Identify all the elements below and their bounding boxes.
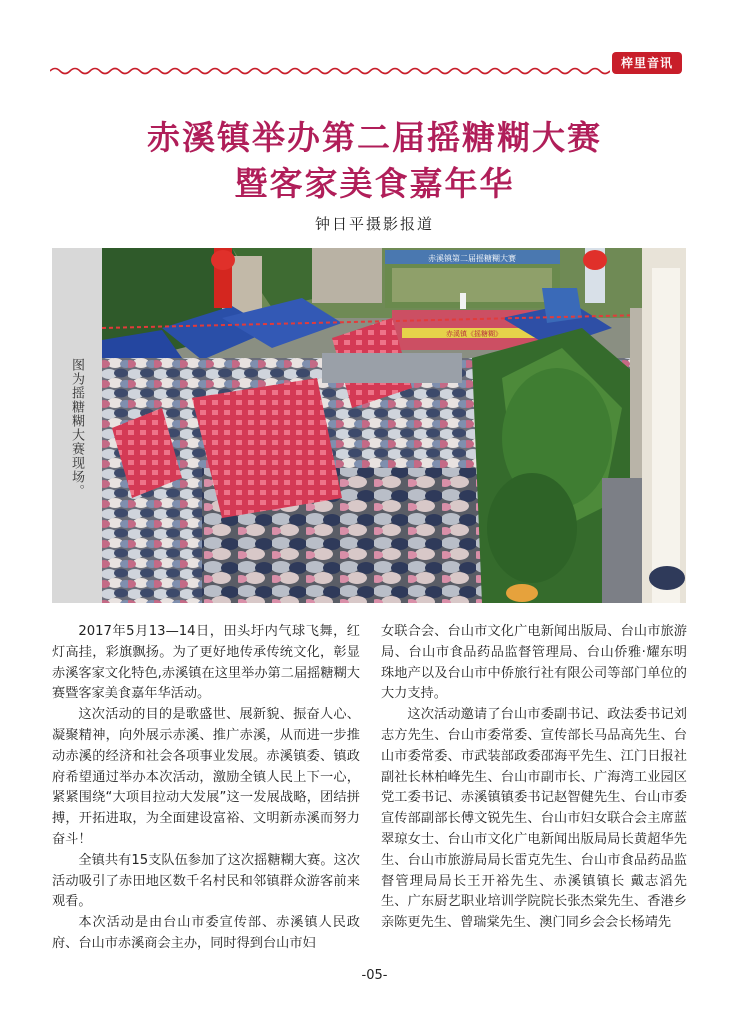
- paragraph: 这次活动的目的是歌盛世、展新貌、振奋人心、凝聚精神，向外展示赤溪、推广赤溪，从而进一步推动赤溪的经济和社会各项事业发展。赤溪镇委、镇政府希望通过举办本次活动，激励全镇人民上下一心，紧紧围绕“大项目拉动大发展”这一发展战略，团结拼搏，开拓进取，为全面建设富裕、文明新赤溪而努力奋斗！: [52, 707, 360, 847]
- section-badge: 梓里音讯: [612, 52, 682, 74]
- paragraph: 2017年5月13—14日，田头圩内气球飞舞，红灯高挂，彩旗飘扬。为了更好地传承传统文化，彰显赤溪客家文化特色,赤溪镇在这里举办第二届摇糖糊大赛暨客家美食嘉年华活动。: [52, 624, 360, 702]
- article-byline: 钟日平摄影报道: [314, 215, 434, 233]
- paragraph: 全镇共有15支队伍参加了这次摇糖糊大赛。这次活动吸引了赤田地区数千名村民和邻镇群众游客前来观看。: [52, 852, 360, 910]
- page-number: -05-: [361, 968, 388, 983]
- paragraph: 这次活动邀请了台山市委副书记、政法委书记刘志方先生、台山市委常委、宣传部长马品高先生、台山市委常委、市武装部政委邵海平先生、江门日报社副社长林柏峰先生、台山市副市长、广海湾工业园区党工委书记、赤溪镇镇委书记赵智健先生、台山市委宣传部副部长傅文锐先生、台山市妇女联合会主席蓝翠琼女士、台山市文化广电新闻出版局局长黄超华先生、台山市旅游局局长雷克先生、台山市食品药品监督管理局局长王开裕先生、赤溪镇镇长 戴志滔先生、广东厨艺职业培训学院院长张杰棠先生、香港乡亲陈更先生、曾瑞棠先生、澳门同乡会会长杨靖先: [381, 707, 687, 931]
- event-photo: [102, 248, 686, 603]
- paragraph: 本次活动是由台山市委宣传部、赤溪镇人民政府、台山市赤溪商会主办，同时得到台山市妇: [52, 915, 360, 951]
- header-wave-rule: [50, 66, 610, 76]
- photo-banner-text: 赤溪镇第二届摇糖糊大赛: [428, 254, 516, 263]
- body-column-left: [52, 622, 360, 955]
- caption-strip: [52, 248, 102, 603]
- paragraph-continued: 女联合会、台山市文化广电新闻出版局、台山市旅游局、台山市食品药品监督管理局、台山侨雅·耀东明珠地产以及台山市中侨旅行社有限公司等部门单位的大力支持。: [381, 624, 687, 702]
- article-title-line2: 暨客家美食嘉年华: [234, 164, 515, 203]
- photo-caption: 图为摇糖糊大赛现场。: [69, 358, 84, 498]
- article-title-line1: 赤溪镇举办第二届摇糖糊大赛: [147, 118, 602, 157]
- photo-figure: [52, 248, 686, 603]
- photo-stage-sign: 赤溪镇《摇糖糊》: [446, 330, 502, 338]
- body-column-right: [381, 622, 687, 934]
